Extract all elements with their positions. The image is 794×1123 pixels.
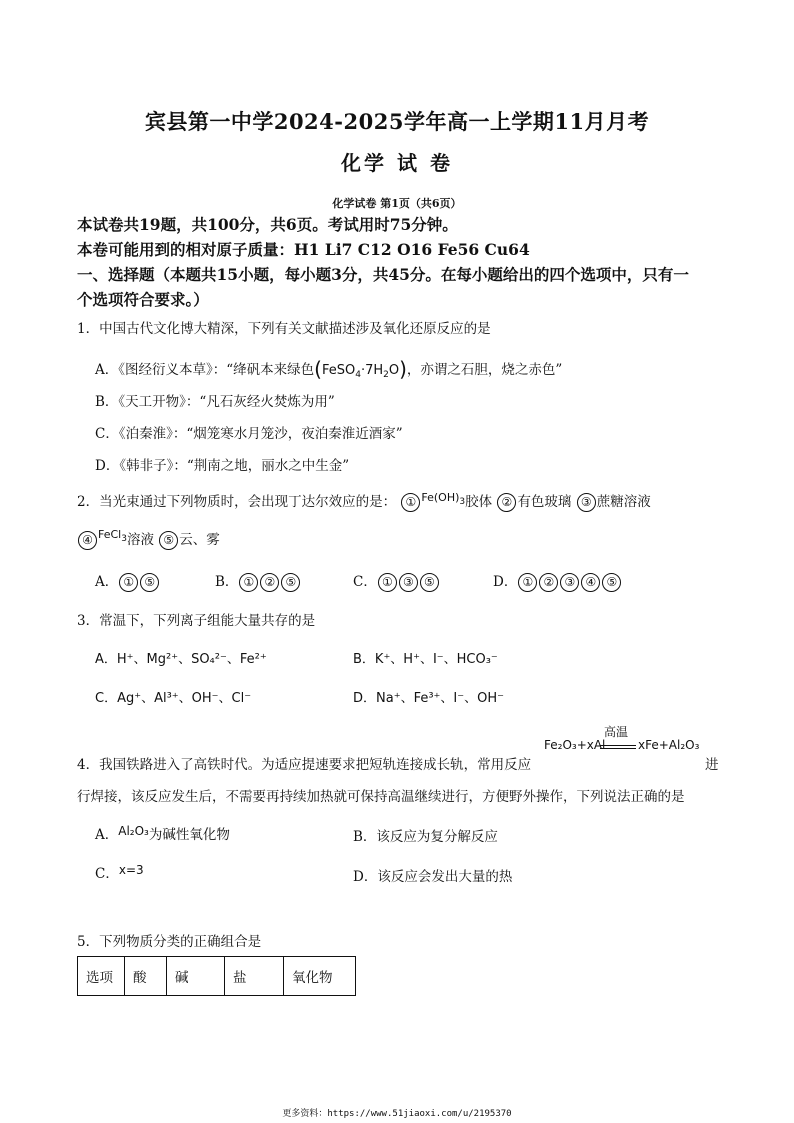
q3-option-c: C．Ag⁺、Al³⁺、OH⁻、Cl⁻ <box>95 691 252 706</box>
option-label: D． <box>493 574 518 590</box>
q2-item4-text: 溶液 <box>126 532 154 548</box>
item-number: ⑤ <box>140 573 159 592</box>
formula-part: Fe(OH) <box>421 491 460 504</box>
table-header-cell: 盐 <box>225 957 284 996</box>
item-number: ⑤ <box>420 573 439 592</box>
exam-title: 宾县第一中学2024-2025学年高一上学期11月月考 <box>144 109 650 134</box>
item-number: ① <box>378 573 397 592</box>
q2-item1-formula <box>421 491 466 507</box>
footer-link[interactable]: 更多资料：https://www.51jiaoxi.com/u/2195370 <box>282 1109 512 1119</box>
formula-sub: 4 <box>355 370 361 380</box>
q5-stem: 5．下列物质分类的正确组合是 <box>77 934 262 950</box>
paren-open: ( <box>314 357 322 381</box>
item-number: ⑤ <box>602 573 621 592</box>
section-heading-line-2: 个选项符合要求。） <box>77 290 209 309</box>
q1-stem: 1．中国古代文化博大精深，下列有关文献描述涉及氧化还原反应的是 <box>77 321 491 337</box>
table-header-cell: 酸 <box>125 957 167 996</box>
formula-sub: 3 <box>121 534 127 544</box>
table-header-row <box>78 957 356 996</box>
q2-stem-text: 2．当光束通过下列物质时，会出现丁达尔效应的是： <box>77 494 397 510</box>
option-label: C． <box>353 574 377 590</box>
q1-option-b: B．《天工开物》：“凡石灰经火焚炼为用” <box>95 394 335 410</box>
page-label: 化学试卷 第1页（共6页） <box>332 197 462 210</box>
item-number: ② <box>260 573 279 592</box>
q1-option-a <box>95 357 562 381</box>
item-number: ⑤ <box>281 573 300 592</box>
q2-stem <box>77 490 651 512</box>
option-label: C． <box>95 866 119 882</box>
equation-arrow-line <box>600 748 636 749</box>
option-label: A． <box>95 574 119 590</box>
item-number-1: ① <box>401 493 420 512</box>
q4-option-b: B．该反应为复分解反应 <box>353 829 498 845</box>
q4-option-a <box>95 823 230 843</box>
q2-stem-line-2 <box>77 528 220 550</box>
intro-line-2: 本卷可能用到的相对原子质量：H1 Li7 C12 O16 Fe56 Cu64 <box>77 240 530 259</box>
option-label: A． <box>95 827 119 843</box>
table-header-cell: 选项 <box>78 957 125 996</box>
section-heading-line-1: 一、选择题（本题共15小题，每小题3分，共45分。在每小题给出的四个选项中，只有一 <box>77 265 689 284</box>
q1-option-a-formula <box>314 357 407 381</box>
item-number: ① <box>518 573 537 592</box>
q3-option-a: A．H⁺、Mg²⁺、SO₄²⁻、Fe²⁺ <box>95 652 267 667</box>
q1-option-a-text: A．《图经衍义本草》：“绛矾本来绿色 <box>95 362 315 378</box>
q4-option-a-formula: Al₂O₃ <box>118 824 149 838</box>
q2-option-d <box>493 570 622 592</box>
q2-item4-formula <box>98 528 127 544</box>
classification-table <box>77 956 356 996</box>
equation-condition: 高温 <box>604 725 629 739</box>
q4-option-a-text: 为碱性氧化物 <box>148 827 230 843</box>
formula-part: FeCl <box>98 528 122 541</box>
item-number: ③ <box>399 573 418 592</box>
q4-option-c <box>95 862 144 882</box>
item-number-3: ③ <box>577 493 596 512</box>
q2-item5-text: 云、雾 <box>179 532 220 548</box>
q1-option-a-tail: ，亦谓之石胆，烧之赤色” <box>406 362 563 378</box>
q1-option-d: D．《韩非子》：“荆南之地，丽水之中生金” <box>95 458 350 474</box>
item-number: ① <box>119 573 138 592</box>
q4-equation <box>544 725 704 755</box>
q4-stem-tail: 进 <box>705 757 719 773</box>
table-header-cell: 氧化物 <box>284 957 356 996</box>
formula-part: FeSO <box>321 363 356 378</box>
q4-stem: 4．我国铁路进入了高铁时代。为适应提速要求把短轨连接成长轨，常用反应 <box>77 757 532 773</box>
q4-option-c-formula: x=3 <box>118 863 144 877</box>
item-number-5: ⑤ <box>159 531 178 550</box>
exam-subtitle: 化学 试 卷 <box>341 151 453 175</box>
q2-option-a <box>95 570 160 592</box>
q2-item3-text: 蔗糖溶液 <box>596 494 651 510</box>
equation-left: Fe₂O₃+xAl <box>544 738 606 752</box>
q2-option-c <box>353 570 440 592</box>
q3-stem: 3．常温下，下列离子组能大量共存的是 <box>77 613 316 629</box>
item-number: ② <box>539 573 558 592</box>
q4-stem-line-2: 行焊接，该反应发生后，不需要再持续加热就可保持高温继续进行，方便野外操作，下列说法正确的是 <box>77 789 685 805</box>
formula-part: O <box>388 363 400 378</box>
q3-option-b: B．K⁺、H⁺、I⁻、HCO₃⁻ <box>353 652 498 667</box>
q2-item1-text: 胶体 <box>465 494 493 510</box>
intro-line-1: 本试卷共19题，共100分，共6页。考试用时75分钟。 <box>77 215 458 234</box>
q2-item2-text: 有色玻璃 <box>517 494 572 510</box>
q1-option-c: C．《泊秦淮》：“烟笼寒水月笼沙，夜泊秦淮近酒家” <box>95 426 403 442</box>
q3-option-d: D．Na⁺、Fe³⁺、I⁻、OH⁻ <box>353 691 504 706</box>
table-header-cell: 碱 <box>167 957 225 996</box>
option-label: B． <box>215 574 239 590</box>
item-number: ① <box>239 573 258 592</box>
equation-right: xFe+Al₂O₃ <box>638 738 700 752</box>
formula-sub: 2 <box>383 370 389 380</box>
q2-option-b <box>215 570 301 592</box>
item-number: ④ <box>581 573 600 592</box>
item-number-4: ④ <box>78 531 97 550</box>
equation-arrow-line <box>600 745 636 746</box>
formula-part: ·7H <box>360 363 384 378</box>
item-number: ③ <box>560 573 579 592</box>
q4-option-d: D．该反应会发出大量的热 <box>353 869 513 885</box>
formula-sub: 3 <box>459 497 466 507</box>
paren-close: ) <box>399 357 407 381</box>
item-number-2: ② <box>497 493 516 512</box>
